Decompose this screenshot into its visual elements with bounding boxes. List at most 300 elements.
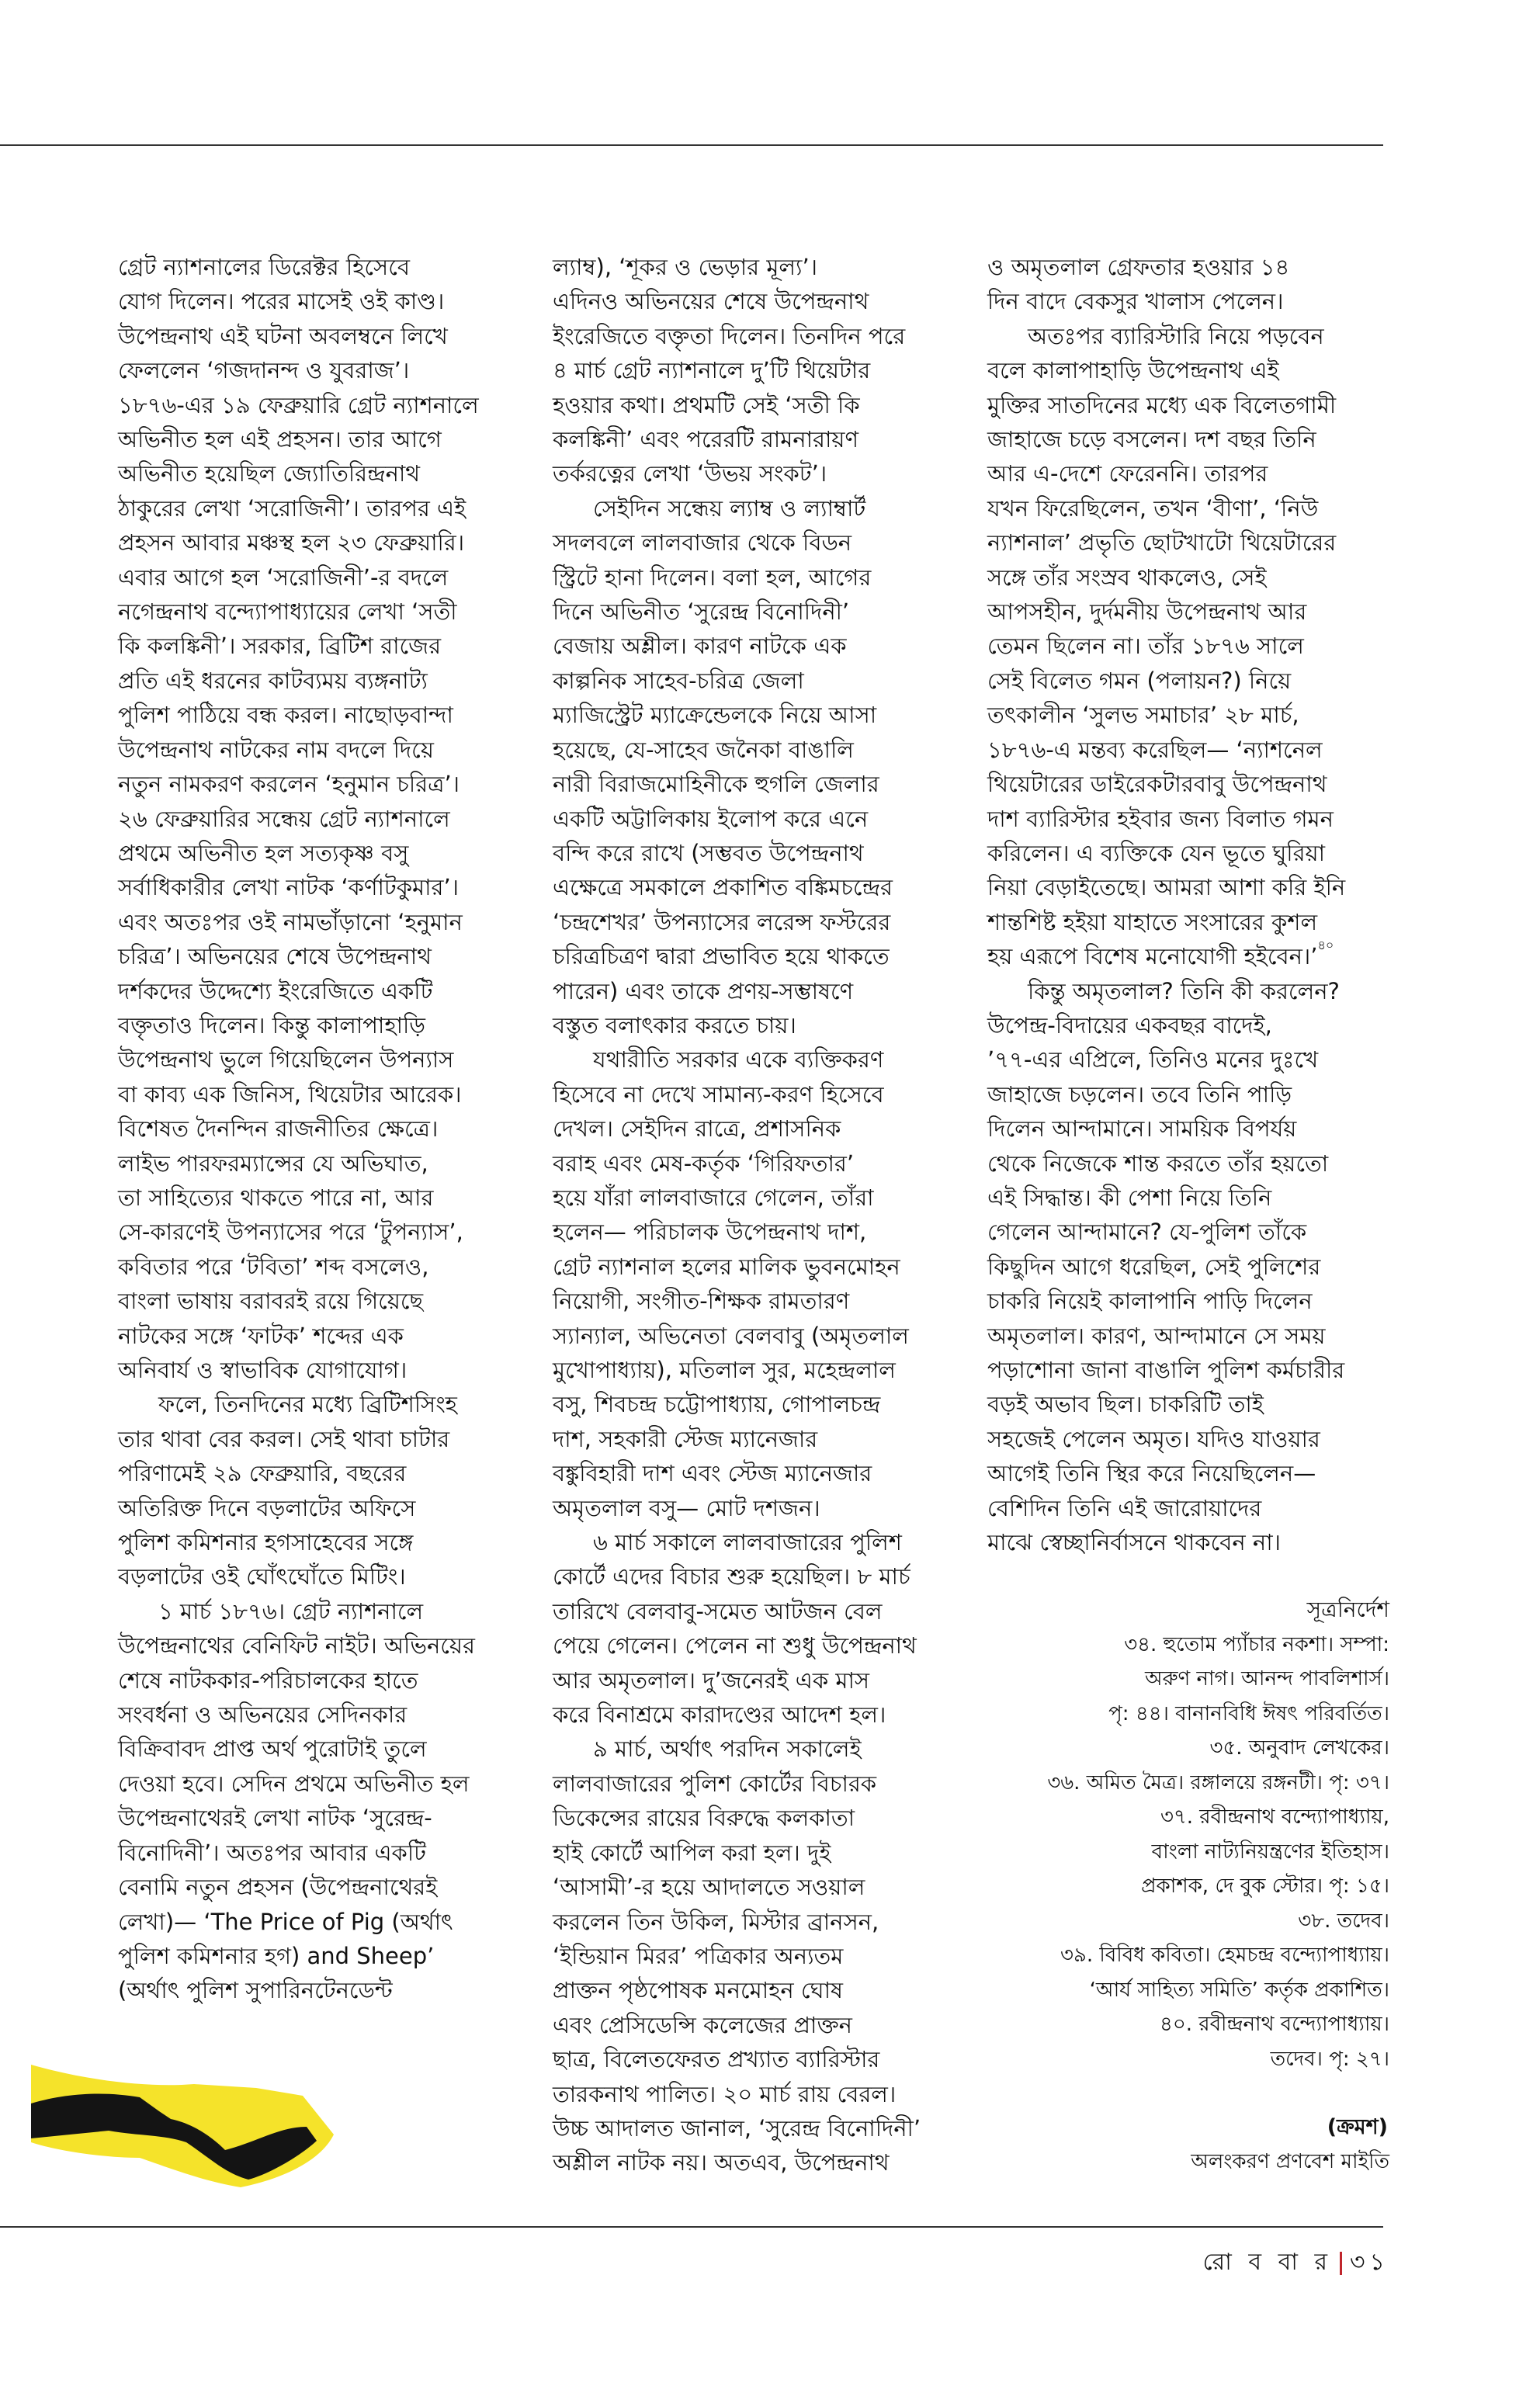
top-rule — [0, 144, 1383, 146]
line-text: যখন ফিরেছিলেন, তখন ‘বীণা’, ‘নিউ — [987, 494, 1319, 522]
line-text: ‘আসামী’-র হয়ে আদালতে সওয়াল — [553, 1874, 865, 1901]
text-line — [987, 560, 1391, 595]
line-text: সদলবলে লালবাজার থেকে বিডন — [553, 529, 852, 557]
text-line — [987, 664, 1391, 698]
text-line — [118, 422, 518, 456]
line-text: দর্শকদের উদ্দেশ্যে ইংরেজিতে একটি — [118, 977, 433, 1004]
text-line — [987, 319, 1391, 353]
line-text: থেকে নিজেকে শান্ত করতে তাঁর হয়তো — [987, 1150, 1329, 1177]
line-text: আপসহীন, দুর্দমনীয় উপেন্দ্রনাথ আর — [987, 598, 1307, 626]
line-text: কি কলঙ্কিনী’। সরকার, ব্রিটিশ রাজের — [118, 633, 442, 660]
line-text: করে বিনাশ্রমে কারাদণ্ডের আদেশ হল। — [553, 1701, 886, 1729]
line-text: গ্রেট ন্যাশনালের ডিরেক্টর হিসেবে — [118, 254, 410, 280]
text-line — [987, 525, 1391, 560]
text-line — [987, 1456, 1391, 1490]
line-text: তার থাবা বের করল। সেই থাবা চাটার — [118, 1425, 450, 1452]
line-text: আগেই তিনি স্থির করে নিয়েছিলেন— — [987, 1460, 1316, 1487]
reference-line: ৩৬. অমিত মৈত্র। রঙ্গালয়ে রঙ্গনটী। পৃ: ৩৭। — [1047, 1770, 1389, 1795]
text-line — [118, 1491, 518, 1525]
line-text: প্রহসন আবার মঞ্চস্থ হল ২৩ ফেব্রুয়ারি। — [118, 529, 465, 557]
paragraph — [553, 1732, 952, 2180]
line-text: থিয়েটারের ডাইরেকটারবাবু উপেন্দ্রনাথ — [987, 771, 1327, 798]
text-line — [118, 250, 518, 284]
text-line — [118, 595, 518, 629]
line-text: গ্রেট ন্যাশনাল হলের মালিক ভুবনমোহন — [553, 1253, 900, 1280]
line-text: শেষে নাটককার-পরিচালকের হাতে — [118, 1666, 418, 1694]
line-text: সেই বিলেত গমন (পলায়ন?) নিয়ে — [987, 667, 1292, 694]
line-text: স্ট্রিটে হানা দিলেন। বলা হল, আগের — [553, 564, 872, 591]
text-line — [553, 870, 952, 904]
paragraph — [553, 250, 952, 491]
text-line — [118, 1628, 518, 1663]
article-column-3 — [987, 250, 1391, 1559]
text-line — [553, 836, 952, 870]
line-text: দিনে অভিনীত ‘সুরেন্দ্র বিনোদিনী’ — [553, 598, 850, 626]
text-line — [553, 1973, 952, 2007]
text-line — [553, 1422, 952, 1456]
line-text: ৪ মার্চ গ্রেট ন্যাশনালে দু’টি থিয়েটার — [553, 357, 871, 384]
text-line — [118, 1422, 518, 1456]
text-line — [118, 1698, 518, 1732]
line-text: ‘ইন্ডিয়ান মিরর’ পত্রিকার অন্যতম — [553, 1942, 844, 1969]
text-line — [987, 388, 1391, 422]
line-text: কলঙ্কিনী’ এবং পরেরটি রামনারায়ণ — [553, 426, 858, 453]
text-line — [553, 2008, 952, 2042]
reference-line: ৩৭. রবীন্দ্রনাথ বন্দ্যোপাধ্যায়, — [1160, 1805, 1389, 1829]
line-text: লালবাজারের পুলিশ কোর্টের বিচারক — [553, 1770, 877, 1797]
text-line — [987, 422, 1391, 456]
text-line — [118, 664, 518, 698]
line-text: ম্যাজিস্ট্রেট ম্যাক্রেন্ডেলকে নিয়ে আসা — [553, 702, 877, 729]
line-text: তেমন ছিলেন না। তাঁর ১৮৭৬ সালে — [987, 633, 1304, 660]
line-text: সর্বাধিকারীর লেখা নাটক ‘কর্ণাটকুমার’। — [118, 874, 460, 901]
text-line — [553, 1801, 952, 1835]
line-text: ডিকেন্সের রায়ের বিরুদ্ধে কলকাতা — [553, 1805, 855, 1832]
line-text: দেওয়া হবে। সেদিন প্রথমে অভিনীত হল — [118, 1770, 470, 1797]
text-line — [553, 1491, 952, 1525]
line-text: ও অমৃতলাল গ্রেফতার হওয়ার ১৪ — [987, 254, 1290, 280]
text-line — [987, 1181, 1391, 1215]
text-line — [118, 491, 518, 525]
text-line — [118, 560, 518, 595]
text-line — [987, 1353, 1391, 1387]
line-text: জাহাজে চড়ে বসলেন। দশ বছর তিনি — [987, 426, 1316, 453]
reference-line: ৩৫. অনুবাদ লেখকের। — [1209, 1736, 1389, 1760]
text-line — [553, 1284, 952, 1318]
text-line — [553, 422, 952, 456]
line-text: নাটকের সঙ্গে ‘ফাটক’ শব্দের এক — [118, 1322, 404, 1349]
text-line — [118, 733, 518, 767]
text-line — [987, 1250, 1391, 1284]
text-line — [118, 1112, 518, 1146]
text-line — [118, 629, 518, 663]
text-line — [553, 629, 952, 663]
line-text: বেনামি নতুন প্রহসন (উপেন্দ্রনাথেরই — [118, 1874, 438, 1901]
text-line — [118, 1215, 518, 1249]
references-heading: সূত্রনির্দেশ — [1306, 1597, 1389, 1622]
line-text: যথারীতি সরকার একে ব্যক্তিকরণ — [593, 1046, 884, 1073]
text-line — [118, 836, 518, 870]
text-line — [987, 250, 1391, 284]
text-line — [987, 1422, 1391, 1456]
text-line — [987, 353, 1391, 387]
page-number: ৩১ — [1350, 2249, 1389, 2276]
line-text: বড়ই অভাব ছিল। চাকরিটি তাই — [987, 1391, 1264, 1418]
line-text: কিছুদিন আগে ধরেছিল, সেই পুলিশের — [987, 1253, 1321, 1280]
text-line — [987, 802, 1391, 836]
reference-line: ‘আর্য সাহিত্য সমিতি’ কর্তৃক প্রকাশিত। — [1089, 1978, 1389, 2002]
line-text: প্রথমে অভিনীত হল সত্যকৃষ্ণ বসু — [118, 839, 409, 866]
line-text: করিলেন। এ ব্যক্তিকে যেন ভূতে ঘুরিয়া — [987, 839, 1326, 866]
text-line — [553, 1456, 952, 1490]
line-text: তারিখে বেলবাবু-সমেত আটজন বেল — [553, 1597, 883, 1625]
illustration-credit: অলংকরণ প্রণবেশ মাইতি — [1191, 2150, 1389, 2173]
text-line — [553, 1319, 952, 1353]
line-text: ইংরেজিতে বক্তৃতা দিলেন। তিনদিন পরে — [553, 322, 906, 349]
text-line — [553, 1250, 952, 1284]
line-text: তা সাহিত্যের থাকতে পারে না, আর — [118, 1184, 434, 1211]
line-text: দিলেন আন্দামানে। সাময়িক বিপর্যয় — [987, 1115, 1297, 1143]
text-line — [118, 698, 518, 732]
line-text: হলেন— পরিচালক উপেন্দ্রনাথ দাশ, — [553, 1219, 867, 1246]
text-line — [553, 974, 952, 1008]
text-line — [987, 1008, 1391, 1042]
line-text: ’৭৭-এর এপ্রিলে, তিনিও মনের দুঃখে — [987, 1046, 1319, 1073]
text-line — [987, 1215, 1391, 1249]
line-text: হয়েছে, যে-সাহেব জনৈকা বাঙালি — [553, 736, 854, 763]
line-text: নারী বিরাজমোহিনীকে হুগলি জেলার — [553, 771, 879, 798]
line-text: অমৃতলাল। কারণ, আন্দামানে সে সময় — [987, 1322, 1326, 1349]
line-text: পরিণামেই ২৯ ফেব্রুয়ারি, বছরের — [118, 1460, 407, 1487]
line-text: চরিত্র’। অভিনয়ের শেষে উপেন্দ্রনাথ — [118, 943, 432, 970]
line-text: সংবর্ধনা ও অভিনয়ের সেদিনকার — [118, 1701, 408, 1729]
line-text: ১ মার্চ ১৮৭৬। গ্রেট ন্যাশনালে — [158, 1597, 424, 1625]
line-text: করলেন তিন উকিল, মিস্টার ব্রানসন, — [553, 1908, 879, 1935]
text-line — [118, 1387, 518, 1421]
text-line — [553, 1077, 952, 1112]
text-line — [118, 905, 518, 939]
line-text: পেয়ে গেলেন। পেলেন না শুধু উপেন্দ্রনাথ — [553, 1632, 917, 1659]
text-line — [118, 1836, 518, 1870]
text-line — [118, 1939, 518, 1973]
line-text: সহজেই পেলেন অমৃত। যদিও যাওয়ার — [987, 1425, 1320, 1452]
text-line — [118, 1973, 518, 2007]
text-line — [553, 1042, 952, 1077]
line-text: বলে কালাপাহাড়ি উপেন্দ্রনাথ এই — [987, 357, 1279, 384]
paragraph — [553, 1042, 952, 1525]
line-text: সঙ্গে তাঁর সংস্রব থাকলেও, সেই — [987, 564, 1267, 591]
text-line — [118, 388, 518, 422]
line-text: তৎকালীন ‘সুলভ সমাচার’ ২৮ মার্চ, — [987, 702, 1299, 729]
article-column-1 — [118, 250, 518, 2008]
line-text: ন্যাশনাল’ প্রভৃতি ছোটখাটো থিয়েটারের — [987, 529, 1337, 557]
text-line — [987, 870, 1391, 904]
text-line — [987, 1077, 1391, 1112]
text-line — [987, 491, 1391, 525]
text-line — [987, 1319, 1391, 1353]
text-line — [553, 1628, 952, 1663]
line-text: মাঝে স্বেচ্ছানির্বাসনে থাকবেন না। — [987, 1529, 1281, 1556]
text-line — [118, 870, 518, 904]
text-line — [118, 1525, 518, 1559]
text-line — [553, 1767, 952, 1801]
paragraph — [987, 319, 1391, 974]
text-line — [118, 284, 518, 318]
text-line — [553, 525, 952, 560]
line-text: প্রাক্তন পৃষ্ঠপোষক মনমোহন ঘোষ — [553, 1977, 843, 2004]
line-text: বাংলা ভাষায় বরাবরই রয়ে গিয়েছে — [118, 1288, 424, 1315]
text-line — [987, 905, 1391, 939]
reference-line: প্রকাশক, দে বুক স্টোর। পৃ: ১৫। — [1141, 1875, 1389, 1898]
text-line — [987, 1491, 1391, 1525]
text-line — [553, 1215, 952, 1249]
line-text: (অর্থাৎ পুলিশ সুপারিনটেনডেন্ট — [118, 1977, 393, 2004]
line-text: এক্ষেত্রে সমকালে প্রকাশিত বঙ্কিমচন্দ্রের — [553, 874, 893, 901]
line-text: কিন্তু অমৃতলাল? তিনি কী করলেন? — [1028, 977, 1340, 1004]
text-line — [987, 1042, 1391, 1077]
reference-line: তদেব। পৃ: ২৭। — [1270, 2047, 1389, 2071]
paragraph — [987, 974, 1391, 1560]
line-text: পুলিশ কমিশনার হগসাহেবের সঙ্গে — [118, 1529, 414, 1556]
line-text: শান্তশিষ্ট হইয়া যাহাতে সংসারের কুশল — [987, 908, 1318, 935]
text-line — [118, 1181, 518, 1215]
line-text: ফলে, তিনদিনের মধ্যে ব্রিটিশসিংহ — [158, 1391, 457, 1418]
line-text: অভিনীত হল এই প্রহসন। তার আগে — [118, 426, 442, 453]
line-text: ৯ মার্চ, অর্থাৎ পরদিন সকালেই — [593, 1736, 862, 1763]
reference-line: ৩৮. তদেব। — [1298, 1909, 1389, 1933]
line-text: নিয়া বেড়াইতেছে। আমরা আশা করি ইনি — [987, 874, 1346, 901]
paragraph — [553, 491, 952, 1043]
reference-line: পৃ: ৪৪। বানানবিধি ঈষৎ পরিবর্তিত। — [1108, 1701, 1389, 1725]
line-text: উপেন্দ্রনাথ ভুলে গিয়েছিলেন উপন্যাস — [118, 1046, 454, 1073]
reference-line: বাংলা নাট্যনিয়ন্ত্রণের ইতিহাস। — [1151, 1840, 1389, 1864]
text-line — [553, 250, 952, 284]
line-text: জাহাজে চড়লেন। তবে তিনি পাড়ি — [987, 1080, 1292, 1108]
line-text: ‘চন্দ্রশেখর’ উপন্যাসের লরেন্স ফস্টরের — [553, 908, 891, 935]
line-text: বড়লাটের ওই ঘোঁৎঘোঁতে মিটিং। — [118, 1563, 406, 1590]
line-text: বেজায় অশ্লীল। কারণ নাটকে এক — [553, 633, 847, 660]
text-line — [118, 1077, 518, 1112]
line-text: এবার আগে হল ‘সরোজিনী’-র বদলে — [118, 564, 449, 591]
line-text: বরাহ এবং মেষ-কর্তৃক ‘গিরিফতার’ — [553, 1150, 855, 1177]
line-text: লেখা)— ‘The Price of Pig (অর্থাৎ — [118, 1908, 453, 1935]
text-line — [987, 1146, 1391, 1181]
text-line — [553, 1732, 952, 1766]
line-text: বিনোদিনী’। অতঃপর আবার একটি — [118, 1839, 426, 1866]
line-text: চরিত্রচিত্রণ দ্বারা প্রভাবিত হয়ে থাকতে — [553, 943, 890, 970]
line-text: ঠাকুরের লেখা ‘সরোজিনী’। তারপর এই — [118, 494, 467, 522]
text-line — [553, 2145, 952, 2180]
line-text: দেখল। সেইদিন রাত্রে, প্রশাসনিক — [553, 1115, 841, 1143]
line-text: এবং প্রেসিডেন্সি কলেজের প্রাক্তন — [553, 2011, 852, 2038]
text-line — [987, 733, 1391, 767]
line-text: বঙ্কুবিহারী দাশ এবং স্টেজ ম্যানেজার — [553, 1460, 872, 1487]
text-line — [553, 1939, 952, 1973]
text-line — [553, 1525, 952, 1559]
line-text: এদিনও অভিনয়ের শেষে উপেন্দ্রনাথ — [553, 288, 869, 315]
line-text: বিক্রিবাবদ প্রাপ্ত অর্থ পুরোটাই তুলে — [118, 1736, 427, 1763]
text-line — [987, 629, 1391, 663]
text-line — [553, 1836, 952, 1870]
text-line — [118, 1146, 518, 1181]
line-text: যোগ দিলেন। পরের মাসেই ওই কাণ্ড। — [118, 288, 445, 315]
text-line — [553, 939, 952, 973]
line-text: হাই কোর্টে আপিল করা হল। দুই — [553, 1839, 831, 1866]
decorative-brush-illustration — [23, 2049, 357, 2189]
text-line — [118, 802, 518, 836]
text-line — [553, 2042, 952, 2076]
line-text: এবং অতঃপর ওই নামভাঁড়ানো ‘হনুমান — [118, 908, 463, 935]
footnote-marker: ৪০ — [1317, 938, 1334, 953]
line-text: উপেন্দ্রনাথ এই ঘটনা অবলম্বনে লিখে — [118, 322, 448, 349]
magazine-name: রো ব বা র — [1202, 2249, 1333, 2276]
footer-separator — [1340, 2252, 1342, 2275]
line-text: ১৮৭৬-এর ১৯ ফেব্রুয়ারি গ্রেট ন্যাশনালে — [118, 391, 479, 418]
text-line — [118, 939, 518, 973]
text-line — [553, 1905, 952, 1939]
text-line — [118, 1767, 518, 1801]
line-text: চাকরি নিয়েই কালাপানি পাড়ি দিলেন — [987, 1288, 1313, 1315]
text-line — [553, 1663, 952, 1698]
text-line — [118, 1284, 518, 1318]
text-line — [118, 1250, 518, 1284]
text-line — [987, 698, 1391, 732]
line-text: অনিবার্য ও স্বাভাবিক যোগাযোগ। — [118, 1357, 408, 1383]
text-line — [118, 1594, 518, 1628]
line-text: বস্তুত বলাৎকার করতে চায়। — [553, 1011, 796, 1039]
text-line — [118, 456, 518, 491]
text-line — [553, 1353, 952, 1387]
text-line — [553, 595, 952, 629]
text-line — [118, 1456, 518, 1490]
text-line — [987, 595, 1391, 629]
text-line — [118, 1559, 518, 1594]
text-line — [553, 698, 952, 732]
text-line — [553, 1387, 952, 1421]
line-text: মুক্তির সাতদিনের মধ্যে এক বিলেতগামী — [987, 391, 1337, 418]
line-text: তারকনাথ পালিত। ২০ মার্চ রায় বেরল। — [553, 2080, 897, 2107]
bottom-rule — [0, 2226, 1383, 2228]
text-line — [118, 1905, 518, 1939]
text-line — [553, 1559, 952, 1594]
line-text: একটি অট্টালিকায় ইলোপ করে এনে — [553, 805, 869, 832]
text-line — [118, 1042, 518, 1077]
text-line — [553, 353, 952, 387]
references-list — [987, 1628, 1389, 2077]
text-line — [553, 733, 952, 767]
reference-line: ৩৪. হুতোম প্যাঁচার নকশা। সম্পা: — [1124, 1632, 1389, 1656]
line-text: হয় এরূপে বিশেষ মনোযোগী হইবেন।’ — [987, 943, 1318, 970]
line-text: নতুন নামকরণ করলেন ‘হনুমান চরিত্র’। — [118, 771, 460, 798]
paragraph — [118, 250, 518, 1387]
paragraph — [118, 1387, 518, 1594]
line-text: দাশ ব্যারিস্টার হইবার জন্য বিলাত গমন — [987, 805, 1334, 832]
line-text: ৬ মার্চ সকালে লালবাজারের পুলিশ — [593, 1529, 902, 1556]
text-line — [118, 1008, 518, 1042]
line-text: পারেন) এবং তাকে প্রণয়-সম্ভাষণে — [553, 977, 854, 1004]
article-column-2 — [553, 250, 952, 2180]
line-text: এই সিদ্ধান্ত। কী পেশা নিয়ে তিনি — [987, 1184, 1272, 1211]
text-line — [553, 560, 952, 595]
text-line — [553, 319, 952, 353]
text-line — [987, 836, 1391, 870]
line-text: অতঃপর ব্যারিস্টারি নিয়ে পড়বেন — [1028, 322, 1324, 349]
line-text: আর এ-দেশে ফেরেননি। তারপর — [987, 460, 1268, 487]
paragraph — [118, 1594, 518, 2008]
line-text: অতিরিক্ত দিনে বড়লাটের অফিসে — [118, 1494, 416, 1521]
line-text: উচ্চ আদালত জানাল, ‘সুরেন্দ্র বিনোদিনী’ — [553, 2114, 921, 2142]
reference-line: অরুণ নাগ। আনন্দ পাবলিশার্স। — [1145, 1667, 1389, 1691]
line-text: মুখোপাধ্যায়), মতিলাল সুর, মহেন্দ্রলাল — [553, 1357, 896, 1383]
text-line — [987, 456, 1391, 491]
text-line — [118, 319, 518, 353]
line-text: অমৃতলাল বসু— মোট দশজন। — [553, 1494, 820, 1521]
text-line — [553, 664, 952, 698]
text-line — [553, 2077, 952, 2111]
paragraph — [987, 250, 1391, 319]
line-text: স্যান্যাল, অভিনেতা বেলবাবু (অমৃতলাল — [553, 1322, 909, 1349]
line-text: উপেন্দ্র-বিদায়ের একবছর বাদেই, — [987, 1011, 1272, 1039]
text-line — [553, 1870, 952, 1904]
line-text: হওয়ার কথা। প্রথমটি সেই ‘সতী কি — [553, 391, 860, 418]
text-line — [118, 974, 518, 1008]
line-text: হিসেবে না দেখে সামান্য-করণ হিসেবে — [553, 1080, 884, 1108]
text-line — [987, 1525, 1391, 1559]
line-text: কোর্টে এদের বিচার শুরু হয়েছিল। ৮ মার্চ — [553, 1563, 910, 1590]
paragraph — [553, 1525, 952, 1732]
text-line — [118, 525, 518, 560]
text-line — [553, 1008, 952, 1042]
line-text: প্রতি এই ধরনের কাটব্যময় ব্যঙ্গনাট্য — [118, 667, 428, 694]
line-text: উপেন্দ্রনাথেরই লেখা নাটক ‘সুরেন্দ্র- — [118, 1805, 432, 1832]
references — [987, 1593, 1389, 2076]
text-line — [553, 491, 952, 525]
line-text: অশ্লীল নাটক নয়। অতএব, উপেন্দ্রনাথ — [553, 2149, 890, 2176]
text-line — [987, 767, 1391, 801]
text-line — [553, 1181, 952, 1215]
text-line — [987, 1387, 1391, 1421]
reference-line: ৪০. রবীন্দ্রনাথ বন্দ্যোপাধ্যায়। — [1159, 2013, 1389, 2036]
text-line — [118, 1801, 518, 1835]
text-line — [118, 353, 518, 387]
text-line — [118, 767, 518, 801]
text-line — [553, 456, 952, 491]
text-line — [553, 388, 952, 422]
text-line — [553, 1594, 952, 1628]
line-text: গেলেন আন্দামানে? যে-পুলিশ তাঁকে — [987, 1219, 1307, 1246]
line-text: পুলিশ পাঠিয়ে বন্ধ করল। নাছোড়বান্দা — [118, 702, 453, 729]
line-text: উপেন্দ্রনাথ নাটকের নাম বদলে দিয়ে — [118, 736, 434, 763]
line-text: হয়ে যাঁরা লালবাজারে গেলেন, তাঁরা — [553, 1184, 874, 1211]
line-text: নিয়োগী, সংগীত-শিক্ষক রামতারণ — [553, 1288, 850, 1315]
text-line — [553, 1698, 952, 1732]
line-text: অভিনীত হয়েছিল জ্যোতিরিন্দ্রনাথ — [118, 460, 421, 487]
text-line — [118, 1870, 518, 1904]
line-text: ফেললেন ‘গজদানন্দ ও যুবরাজ’। — [118, 357, 410, 384]
line-text: লাইভ পারফরম্যান্সের যে অভিঘাত, — [118, 1150, 428, 1177]
line-text: ১৮৭৬-এ মন্তব্য করেছিল— ‘ন্যাশনেল — [987, 736, 1323, 763]
line-text: বিশেষত দৈনন্দিন রাজনীতির ক্ষেত্রে। — [118, 1115, 439, 1143]
text-line — [553, 1146, 952, 1181]
text-line — [553, 1112, 952, 1146]
line-text: পড়াশোনা জানা বাঙালি পুলিশ কর্মচারীর — [987, 1357, 1345, 1383]
line-text: বা কাব্য এক জিনিস, থিয়েটার আরেক। — [118, 1080, 462, 1108]
line-text: বন্দি করে রাখে (সম্ভবত উপেন্দ্রনাথ — [553, 839, 864, 866]
line-text: আর অমৃতলাল। দু’জনেরই এক মাস — [553, 1666, 870, 1694]
text-line — [553, 905, 952, 939]
line-text: সেইদিন সন্ধেয় ল্যাম্ব ও ল্যাম্বার্ট — [593, 494, 866, 522]
continued-label: (ক্রমশ) — [1327, 2115, 1388, 2139]
